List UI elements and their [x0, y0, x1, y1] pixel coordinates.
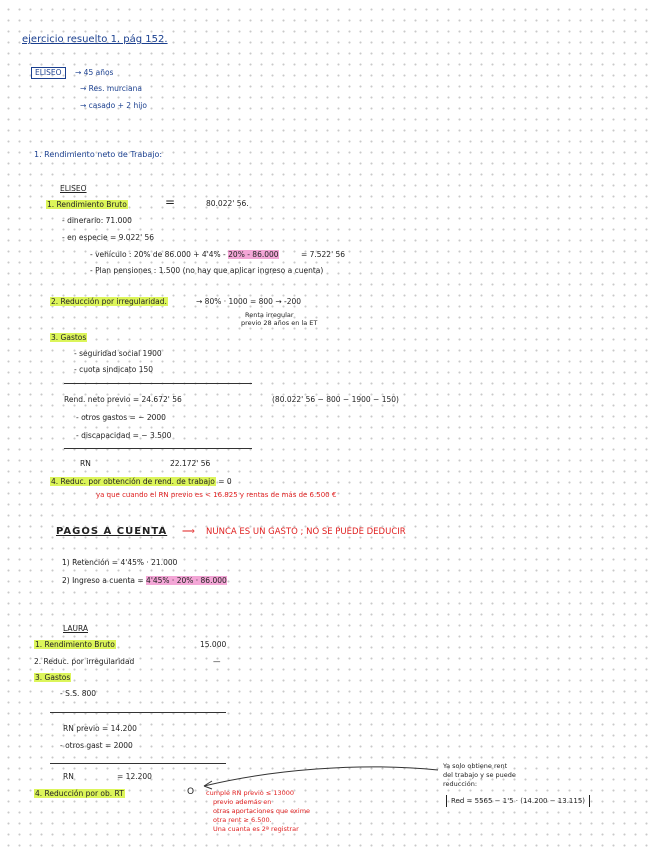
sidenote-line-3: reducción:	[443, 780, 478, 788]
eliseo-net-prev: Rend. neto previo = 24.672' 56	[64, 395, 182, 404]
sidenote-line-2: del trabajo y se puede	[443, 771, 516, 779]
eliseo-union: - cuota sindicato 150	[74, 365, 154, 374]
eliseo-irregular-value: → 80% · 1000 = 800 → -200	[196, 297, 302, 306]
pagos-item-1: 1) Retención = 4'45% · 21.000	[62, 558, 178, 567]
eliseo-net-prev-calc: (80.022' 56 − 800 − 1900 − 150)	[272, 395, 399, 404]
laura-rn-label: RN	[63, 772, 74, 781]
section-title: 1. Rendimiento neto de Trabajo:	[34, 150, 163, 159]
pagos-warning: NUNCA ES UN GASTO ; NO SE PUEDE DEDUCIR	[206, 527, 406, 537]
laura-ss: - S.S. 800	[60, 689, 97, 698]
eliseo-rn-label: RN	[80, 459, 91, 468]
profile-age: → 45 años	[75, 68, 114, 77]
laura-reduction-value: O	[187, 787, 195, 797]
eliseo-vehicle-a: - vehículo : 20% de 86.000 + 4'4% -	[90, 250, 226, 259]
laura-note-1: cumple RN previo ≤ 13000	[206, 789, 295, 797]
laura-heading: LAURA	[63, 624, 89, 633]
equals-sign: =	[165, 195, 176, 209]
laura-net-prev: RN previo = 14.200	[63, 724, 137, 733]
laura-note-2: previo además en	[213, 798, 272, 806]
eliseo-expenses-label: 3. Gastos	[51, 333, 87, 342]
eliseo-pension: - Plan pensiones : 1.500 (no hay que aplicar ingreso a cuenta)	[90, 266, 324, 275]
eliseo-vehicle-c: = 7.522' 56	[300, 250, 346, 259]
eliseo-irregular-label: 2. Reducción por irregularidad.	[51, 297, 167, 306]
eliseo-reduction-note: ya que cuando el RN previo es < 16.825 y rentas de más de 6.500 €	[96, 491, 337, 499]
page-title: ejercicio resuelto 1. pág 152.	[22, 34, 168, 45]
eliseo-species: - en especie = 9.022' 56	[62, 233, 155, 242]
laura-irregular-value: —	[213, 657, 221, 666]
eliseo-other-expenses: - otros gastos = − 2000	[76, 413, 166, 422]
eliseo-heading: ELISEO	[60, 184, 87, 193]
eliseo-salary: - dinerario: 71.000	[62, 216, 132, 225]
laura-irregular-label: 2. Reduc. por irregularidad	[34, 657, 135, 666]
profile-family: → casado + 2 hijo	[80, 101, 147, 110]
pagos-item-2-b: 4'45% · 20% · 86.000	[146, 576, 227, 585]
eliseo-ss: - seguridad social 1900	[74, 349, 162, 358]
sidenote-line-1: Ya solo obtiene rent	[443, 762, 508, 770]
eliseo-irregular-note-a: Renta irregular	[245, 311, 294, 319]
pagos-arrow: ⟹	[182, 527, 195, 537]
eliseo-vehicle-b: 20% - 86.000	[228, 250, 279, 259]
pagos-title: PAGOS A CUENTA	[56, 526, 168, 537]
laura-gross-label: 1. Rendimiento Bruto	[35, 640, 115, 649]
laura-note-4: otra rent ≥ 6.500.	[213, 816, 272, 824]
reduction-formula: Red = 5565 − 1'5 · (14.200 − 13.115)	[451, 797, 586, 805]
eliseo-rn-value: 22.172' 56	[170, 459, 211, 468]
laura-note-5: Una cuanta es 2ª registrar	[213, 825, 299, 833]
pagos-item-2-a: 2) Ingreso a cuenta =	[62, 576, 144, 585]
laura-gross-value: 15.000	[200, 640, 227, 649]
eliseo-gross-value: 80.022' 56.	[206, 199, 249, 208]
laura-other-expenses: - otros gast = 2000	[60, 741, 133, 750]
profile-residence: → Res. murciana	[80, 84, 142, 93]
laura-reduction-label: 4. Reducción por ob. RT	[35, 789, 124, 798]
person-name-box: ELISEO	[31, 67, 66, 79]
laura-expenses-label: 3. Gastos	[35, 673, 71, 682]
laura-rn-value: = 12.200	[117, 772, 152, 781]
eliseo-reduction-label: 4. Reduc. por obtención de rend. de trabajo	[51, 477, 215, 486]
eliseo-irregular-note-b: previo 28 años en la ET	[241, 319, 318, 327]
eliseo-disability: - discapacidad = − 3.500	[76, 431, 172, 440]
laura-note-3: otras aportaciones que exime	[213, 807, 311, 815]
eliseo-gross-label: 1. Rendimiento Bruto	[47, 200, 127, 209]
eliseo-reduction-value: = 0	[218, 477, 232, 486]
